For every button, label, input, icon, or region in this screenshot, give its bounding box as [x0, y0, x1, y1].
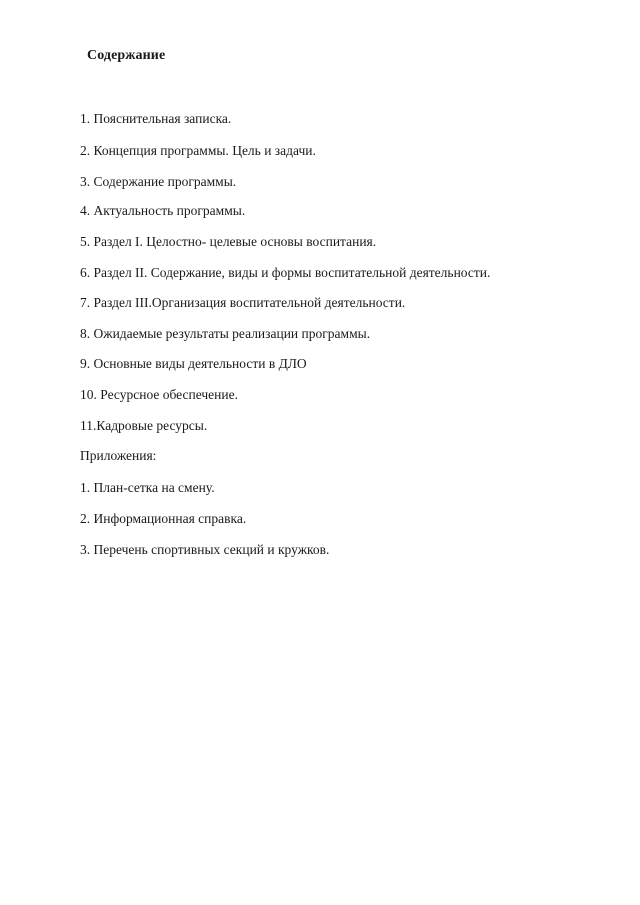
toc-item: 7. Раздел III.Организация воспитательной деятельности.	[80, 295, 406, 310]
toc-item: 11.Кадровые ресурсы.	[80, 418, 208, 433]
page-title: Содержание	[87, 48, 166, 63]
appendix-item: 2. Информационная справка.	[80, 511, 247, 526]
toc-item: 10. Ресурсное обеспечение.	[80, 387, 238, 402]
toc-item: 8. Ожидаемые результаты реализации программы.	[80, 326, 371, 341]
appendix-heading: Приложения:	[80, 448, 157, 463]
appendix-item: 3. Перечень спортивных секций и кружков.	[80, 542, 330, 557]
toc-item: 4. Актуальность программы.	[80, 203, 246, 218]
toc-item: 5. Раздел I. Целостно- целевые основы воспитания.	[80, 234, 377, 249]
toc-item: 6. Раздел II. Содержание, виды и формы воспитательной деятельности.	[80, 265, 491, 280]
toc-item: 1. Пояснительная записка.	[80, 111, 232, 126]
toc-item: 3. Содержание программы.	[80, 174, 237, 189]
toc-item: 9. Основные виды деятельности в ДЛО	[80, 356, 307, 371]
appendix-item: 1. План-сетка на смену.	[80, 480, 215, 495]
toc-item: 2. Концепция программы. Цель и задачи.	[80, 143, 316, 158]
